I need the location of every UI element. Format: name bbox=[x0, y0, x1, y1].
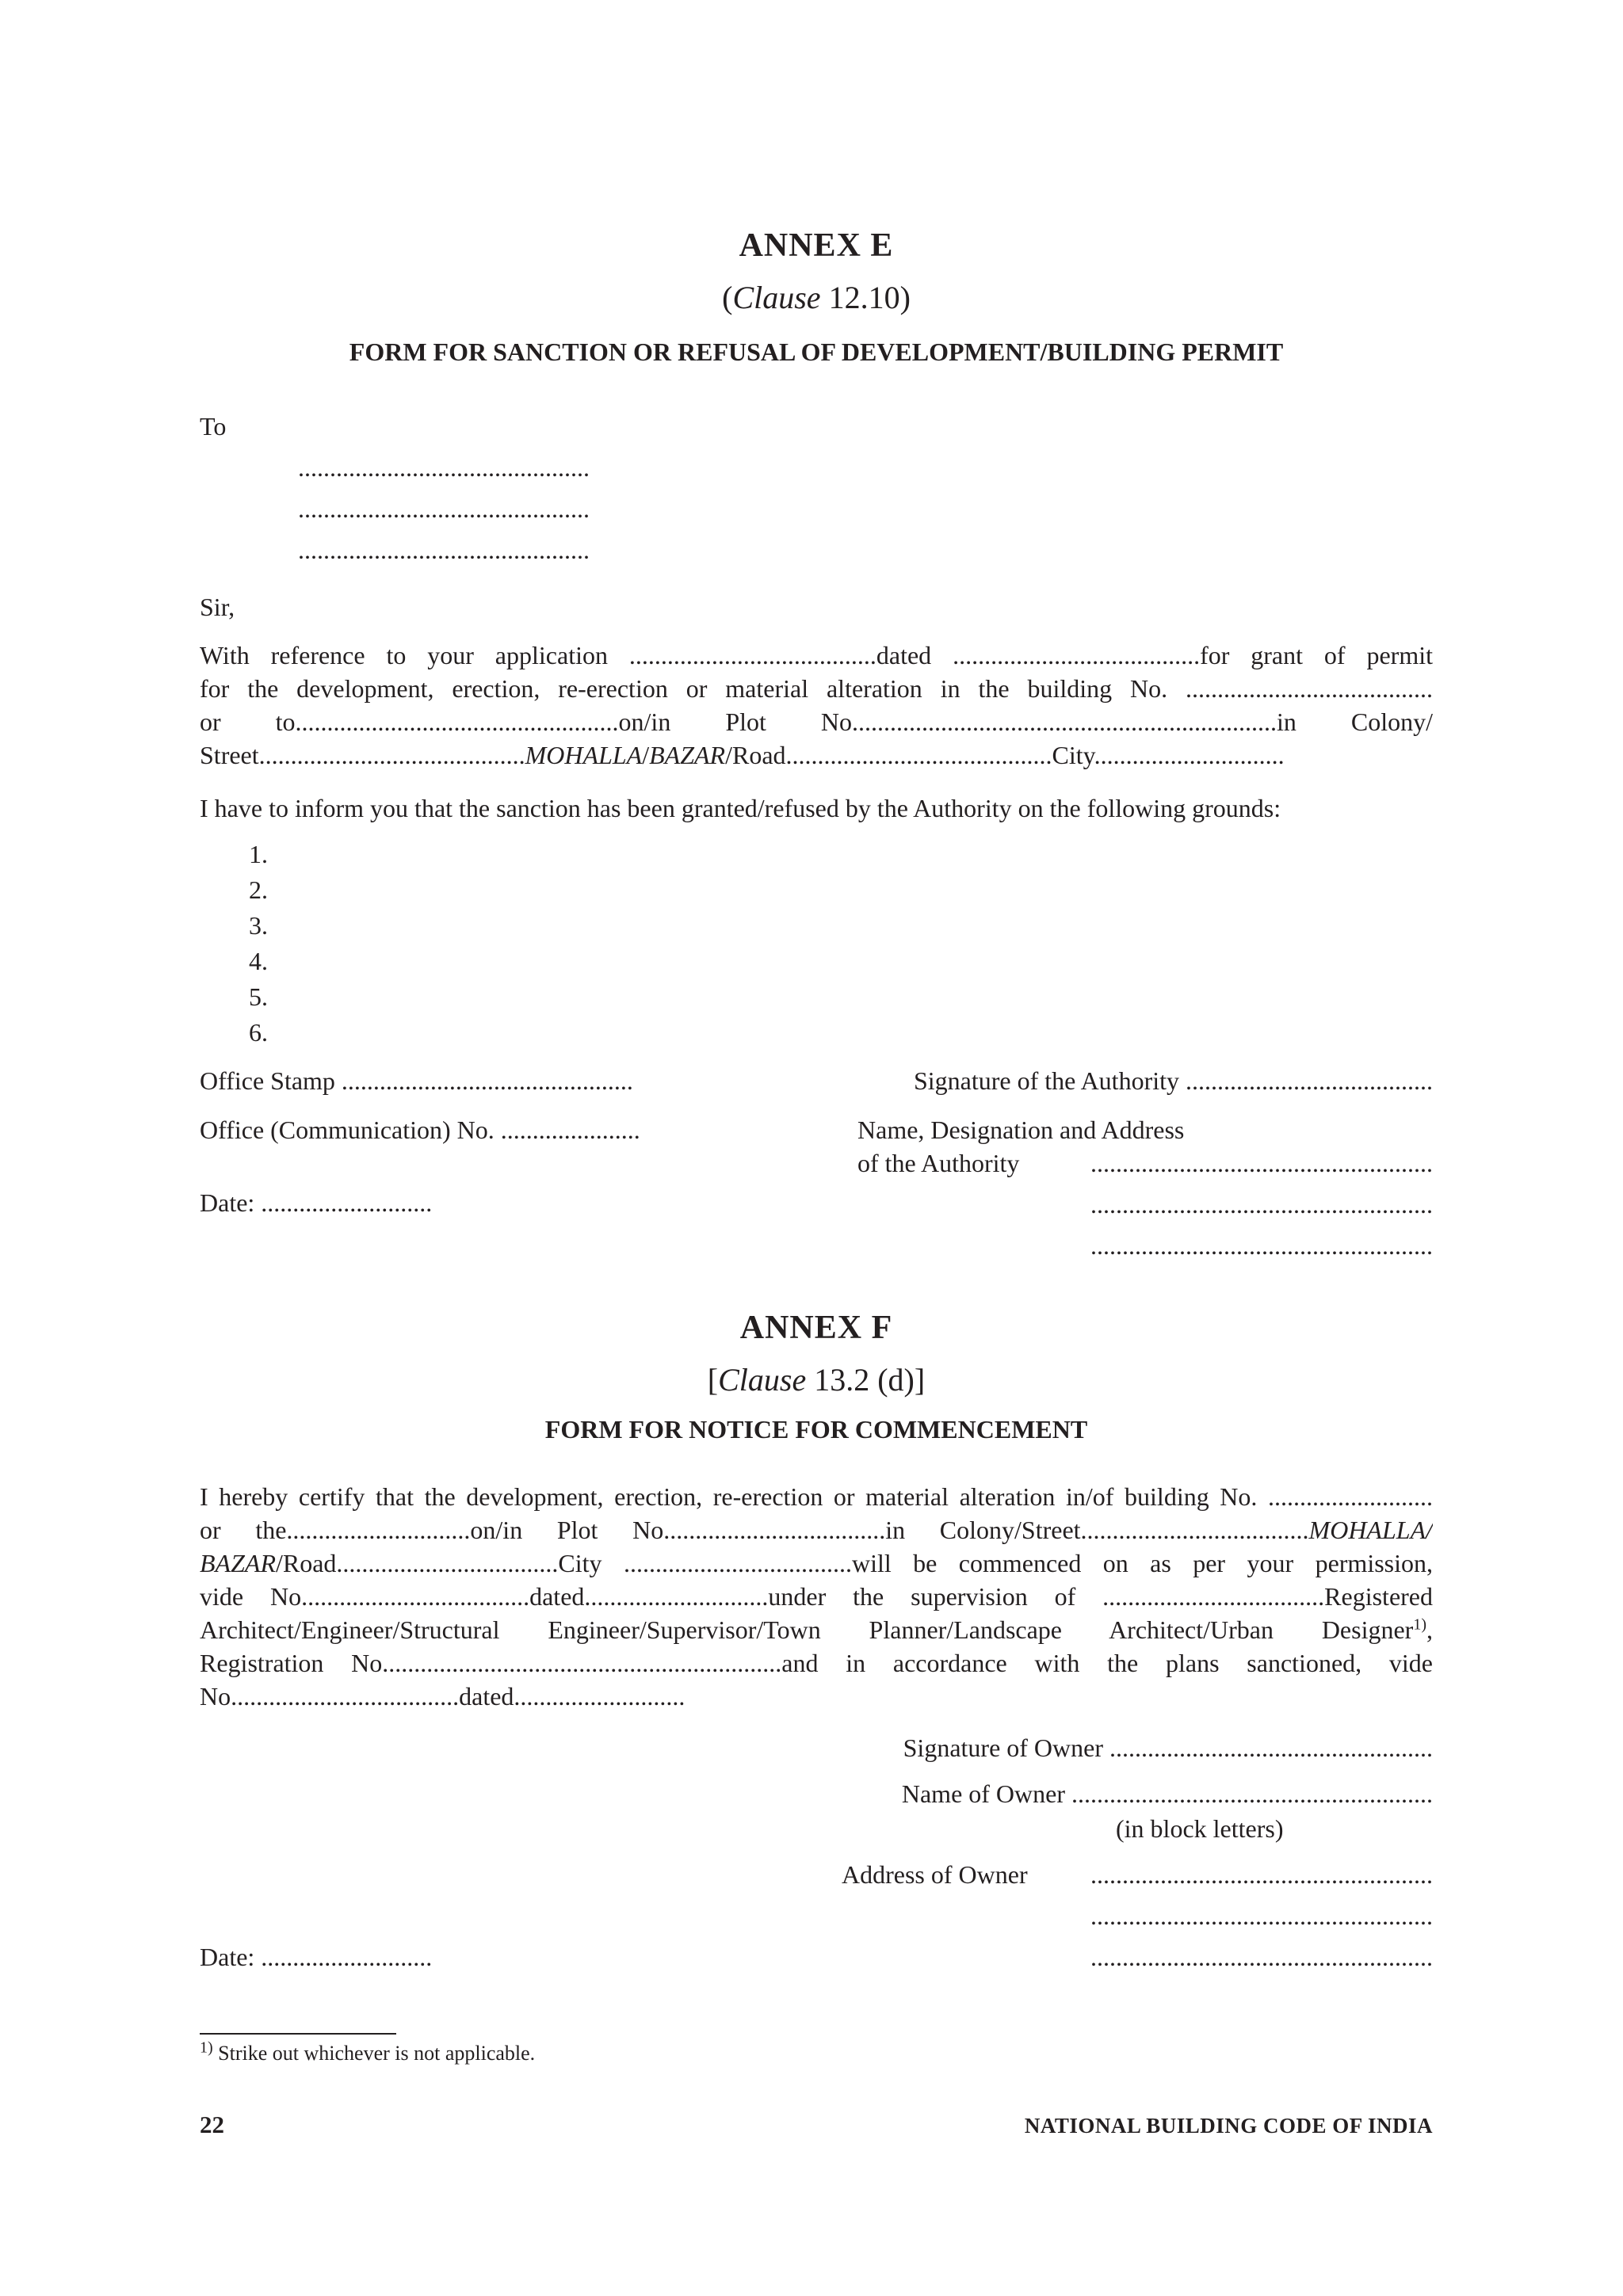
of-the-authority-dots: ...................................................... bbox=[1090, 1149, 1433, 1177]
running-footer: NATIONAL BUILDING CODE OF INDIA bbox=[1024, 2114, 1433, 2138]
annex-e-form-title: FORM FOR SANCTION OR REFUSAL OF DEVELOPMENT/BUILDING PERMIT bbox=[349, 338, 1284, 366]
list-item: 6. bbox=[249, 1018, 268, 1047]
reference-paragraph bbox=[200, 639, 1433, 772]
authority-address-line-2: ...................................................... bbox=[1090, 1190, 1433, 1219]
address-of-owner-label: Address of Owner bbox=[842, 1860, 1028, 1889]
list-item: 4. bbox=[249, 947, 268, 975]
commencement-line-3: BAZAR/Road...................................City ....................................will be commenced on as per your permission, bbox=[200, 1549, 1433, 1577]
commencement-line-7: No....................................dated........................... bbox=[200, 1682, 685, 1711]
annex-f-form-title: FORM FOR NOTICE FOR COMMENCEMENT bbox=[544, 1415, 1088, 1444]
commencement-paragraph bbox=[200, 1480, 1433, 1713]
reference-line-2: for the development, erection, re-erection or material alteration in the building No. ....................................... bbox=[200, 674, 1433, 703]
reference-line-3: or to...................................................on/in Plot No...................................................................in Colony/ bbox=[200, 707, 1433, 736]
of-the-authority-label: of the Authority bbox=[857, 1149, 1020, 1177]
grounds-intro: I have to inform you that the sanction has been granted/refused by the Authority on the following grounds: bbox=[200, 794, 1281, 822]
authority-address-line-3: ...................................................... bbox=[1090, 1231, 1433, 1260]
signature-of-owner: Signature of Owner ................................................... bbox=[903, 1733, 1433, 1762]
annex-e-title: ANNEX E bbox=[739, 227, 894, 264]
list-item: 2. bbox=[249, 875, 268, 904]
reference-line-4: Street..........................................MOHALLA/BAZAR/Road..........................................City.............................. bbox=[200, 741, 1285, 769]
salutation: Sir, bbox=[200, 593, 235, 621]
address-line-1: .............................................. bbox=[298, 453, 590, 482]
annex-e-clause: (Clause 12.10) bbox=[722, 280, 911, 315]
page-number: 22 bbox=[200, 2111, 224, 2138]
name-of-owner: Name of Owner ......................................................... bbox=[901, 1779, 1433, 1808]
annex-e-date: Date: ........................... bbox=[200, 1188, 433, 1217]
address-line-2: .............................................. bbox=[298, 494, 590, 523]
annex-f-title: ANNEX F bbox=[739, 1310, 893, 1346]
address-line-3: .............................................. bbox=[298, 536, 590, 564]
annex-f-clause: [Clause 13.2 (d)] bbox=[707, 1362, 926, 1398]
reference-line-1: With reference to your application .......................................dated .......................................for grant of permit bbox=[200, 641, 1433, 669]
document-page bbox=[200, 0, 1433, 2296]
list-item: 1. bbox=[249, 840, 268, 868]
name-designation-address: Name, Designation and Address bbox=[857, 1116, 1185, 1144]
address-of-owner-dots: ...................................................... bbox=[1090, 1860, 1433, 1889]
commencement-line-5: Architect/Engineer/Structural Engineer/Supervisor/Town Planner/Landscape Architect/Urban Designer$^{1)}$, bbox=[200, 1615, 1433, 1644]
block-letters-note: (in block letters) bbox=[1116, 1814, 1284, 1843]
commencement-line-4: vide No....................................dated.............................under the supervision of ...................................Registered bbox=[200, 1582, 1433, 1611]
office-stamp: Office Stamp .............................................. bbox=[200, 1066, 633, 1095]
annex-f-date: Date: ........................... bbox=[200, 1943, 433, 1971]
footnote: $^{1)}$ Strike out whichever is not applicable. bbox=[200, 2039, 536, 2065]
grounds-list bbox=[249, 837, 268, 1051]
signature-of-authority: Signature of the Authority ....................................... bbox=[913, 1066, 1433, 1095]
list-item: 3. bbox=[249, 911, 268, 940]
office-communication-no: Office (Communication) No. ...................... bbox=[200, 1116, 640, 1144]
owner-address-line-3: ...................................................... bbox=[1090, 1943, 1433, 1971]
commencement-line-1: I hereby certify that the development, erection, re-erection or material alteration in/of building No. .......................... bbox=[200, 1482, 1433, 1511]
footnote-rule bbox=[200, 2033, 396, 2035]
commencement-line-2: or the.............................on/in Plot No...................................in Colony/Street....................................MOHALLA/ bbox=[200, 1516, 1433, 1544]
list-item: 5. bbox=[249, 982, 268, 1011]
owner-address-line-2: ...................................................... bbox=[1090, 1901, 1433, 1930]
commencement-line-6: Registration No...............................................................and in accordance with the plans sanctioned, vide bbox=[200, 1649, 1433, 1677]
to-label: To bbox=[200, 412, 227, 441]
